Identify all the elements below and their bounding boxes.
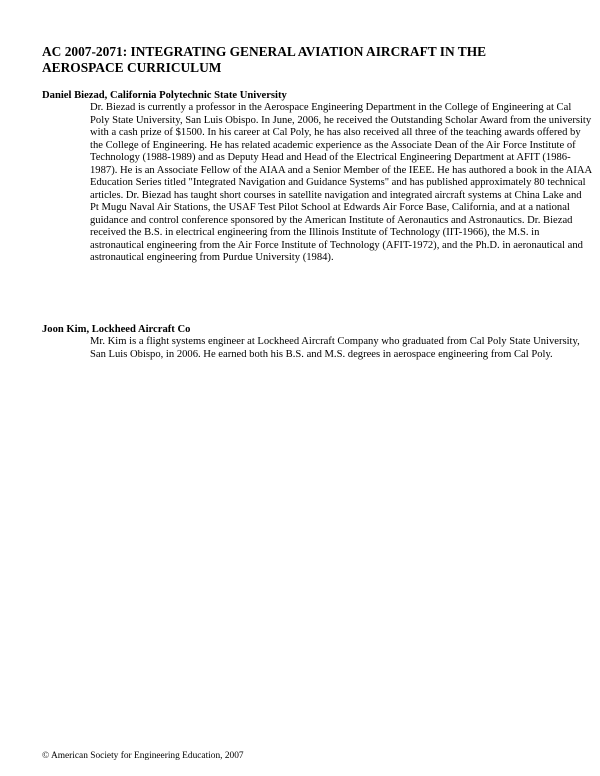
paper-title: AC 2007-2071: INTEGRATING GENERAL AVIATION AIRCRAFT IN THE AEROSPACE CURRICULUM <box>42 44 487 75</box>
author-bio-text: Mr. Kim is a flight systems engineer at Lockheed Aircraft Company who graduated from Cal Poly State University, San Luis Obispo, in 2006. He earned both his B.S. and M.S. degrees in aerospace engineering from Cal Poly. <box>90 336 580 360</box>
author-name: Joon Kim, Lockheed Aircraft Co <box>42 324 191 335</box>
copyright-footer: © American Society for Engineering Education, 2007 <box>42 751 244 761</box>
author-bio-kim <box>42 323 580 361</box>
author-bio-biezad <box>42 89 592 265</box>
author-bio-text: Dr. Biezad is currently a professor in the Aerospace Engineering Department in the College of Engineering at Cal Poly State University, San Luis Obispo. In June, 2006, he received the Outstanding Scholar Award from the university with a cash prize of $1500. In his career at Cal Poly, he has also received all three of the teaching awards offered by the College of Engineering. He has related academic experience as the Associate Dean of the Air Force Institute of Technology (1988-1989) and as Deputy Head and Head of the Electrical Engineering Department at AFIT (1986-1987). He is an Associate Fellow of the AIAA and a Senior Member of the IEEE. He has authored a book in the AIAA Education Series titled "Integrated Navigation and Guidance Systems" and has published approximately 80 technical articles. Dr. Biezad has taught short courses in satellite navigation and integrated aircraft systems at China Lake and Pt Mugu Naval Air Stations, the USAF Test Pilot School at Edwards Air Force Base, California, and at a national guidance and control conference sponsored by the American Institute of Aeronautics and Astronautics. Dr. Biezad received the B.S. in electrical engineering from the Illinois Institute of Technology (IIT-1966), the M.S. in astronautical engineering from the Air Force Institute of Technology (AFIT-1972), and the Ph.D. in aeronautical and astronautical engineering from Purdue University (1984). <box>90 102 592 263</box>
author-name: Daniel Biezad, California Polytechnic State University <box>42 90 287 101</box>
